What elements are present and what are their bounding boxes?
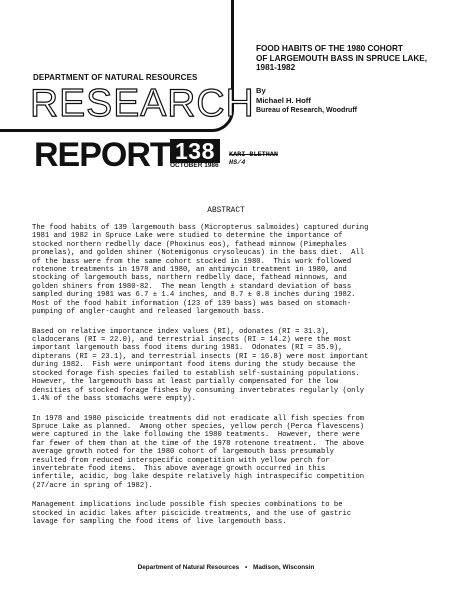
title-line: FOOD HABITS OF THE 1980 COHORT xyxy=(256,44,403,53)
text-line: stocking of largemouth bass, northern redbelly dace, fathead minnows, and xyxy=(32,274,347,283)
report-number: 138 xyxy=(170,139,220,163)
department-name: DEPARTMENT OF NATURAL RESOURCES xyxy=(33,73,198,82)
abstract-paragraph xyxy=(32,224,428,316)
text-line: Based on relative importance index values (RI), odonates (RI = 31.3), xyxy=(32,327,330,336)
text-line: were captured in the lake following the 1980 teatments. However, there were xyxy=(32,431,360,440)
report-label: REPORT xyxy=(34,136,170,174)
text-line: far fewer of them than at the time of the 1978 rotenone treatment. The above xyxy=(32,439,365,448)
author-affiliation: Bureau of Research, Woodruff xyxy=(256,106,357,114)
text-line: invertebrate food items. This above average growth occurred in this xyxy=(32,464,326,473)
footer xyxy=(0,564,452,571)
text-line: dipterans (RI = 23.1), and terrestrial insects (RI = 16.8) were most important xyxy=(32,352,369,361)
title-line: OF LARGEMOUTH BASS IN SPRUCE LAKE, xyxy=(256,53,428,63)
text-line: The food habits of 139 largemouth bass (Micropterus salmoides) captured during xyxy=(32,224,369,232)
text-line: Management implications include possible fish species combinations to be xyxy=(32,501,343,510)
footer-department: Department of Natural Resources xyxy=(137,564,240,571)
text-line: during 1982. Fish were unimportant food items during the study because the xyxy=(32,361,356,370)
text-line: Spruce Lake as planned. Among other species, yellow perch (Perca flavescens) xyxy=(32,422,365,431)
text-line: stocked forage fish species failed to establish self-sustaining populations. xyxy=(32,369,360,378)
research-logo: RESEARCH xyxy=(30,82,255,125)
abstract-heading: ABSTRACT xyxy=(207,207,245,215)
report-date: OCTOBER 1986 xyxy=(170,162,219,169)
text-line: important largemouth bass food items during 1981. Odonates (RI = 35.9), xyxy=(32,344,343,353)
text-line: However, the largemouth bass at least partially compensated for the low xyxy=(32,378,339,387)
title-line: 1981-1982 xyxy=(256,63,296,73)
text-line: densities of stocked forage fishes by consuming invertebrates regularly (only xyxy=(32,386,365,395)
text-line: resulted from reduced interspecific competition with yellow perch for xyxy=(32,456,330,465)
text-line: pumping of angler-caught and released largemouth bass. xyxy=(32,308,265,317)
stamp-struck-name: KARI BLETHAN xyxy=(229,151,278,159)
text-line: lavage for sampling the food items of live largemouth bass. xyxy=(32,518,287,527)
report-title xyxy=(256,44,446,73)
author-block xyxy=(256,86,357,115)
stamp-handwritten-initials: HS/4 xyxy=(229,159,246,168)
text-line: 1981 and 1982 in Spruce Lake were studied to determine the importance of xyxy=(32,232,343,241)
text-line: average growth noted for the 1980 cohort of largemouth bass presumably xyxy=(32,448,334,457)
text-line: infertile, acidic, bog lake despite relatively high intraspecific competition xyxy=(32,473,365,482)
text-line: 1.4% of the bass stomachs were empty). xyxy=(32,394,196,403)
abstract-paragraph xyxy=(32,328,428,404)
distribution-stamp xyxy=(229,151,278,168)
author-name: Michael H. Hoff xyxy=(256,95,311,105)
abstract-body xyxy=(32,224,428,538)
abstract-paragraph xyxy=(32,415,428,491)
text-line: Most of the food habit information (123 of 139 bass) was based on stomach- xyxy=(32,299,352,308)
author-by: By xyxy=(256,86,266,95)
text-line: stocked in acidic lakes after piscicide treatments, and the use of gastric xyxy=(32,509,352,518)
text-line: golden shiners from 1980-82. The mean length ± standard deviation of bass xyxy=(32,282,352,291)
text-line: promelas), and golden shiner (Notemigonus crysoleucas) in the bass diet. All xyxy=(32,249,365,258)
text-line: cladocerans (RI = 22.0), and terrestrial insects (RI = 14.2) were the most xyxy=(32,336,352,345)
text-line: stocked northern redbelly dace (Phoxinus eos), fathead minnow (Pimephales xyxy=(32,240,347,249)
text-line: of the bass were from the same cohort stocked in 1980. This work followed xyxy=(32,257,352,266)
footer-location: Madison, Wisconsin xyxy=(253,564,315,571)
abstract-paragraph xyxy=(32,501,428,526)
text-line: rotenone treatments in 1978 and 1980, an antimycin treatment in 1980, and xyxy=(32,266,347,275)
text-line: (27/acre in spring of 1982). xyxy=(32,481,153,490)
text-line: sampled during 1981 was 6.7 ± 1.4 inches, and 8.7 ± 0.8 inches during 1982. xyxy=(32,291,356,300)
footer-separator: • xyxy=(244,564,248,571)
text-line: In 1978 and 1980 piscicide treatments did not eradicate all fish species from xyxy=(32,414,365,423)
